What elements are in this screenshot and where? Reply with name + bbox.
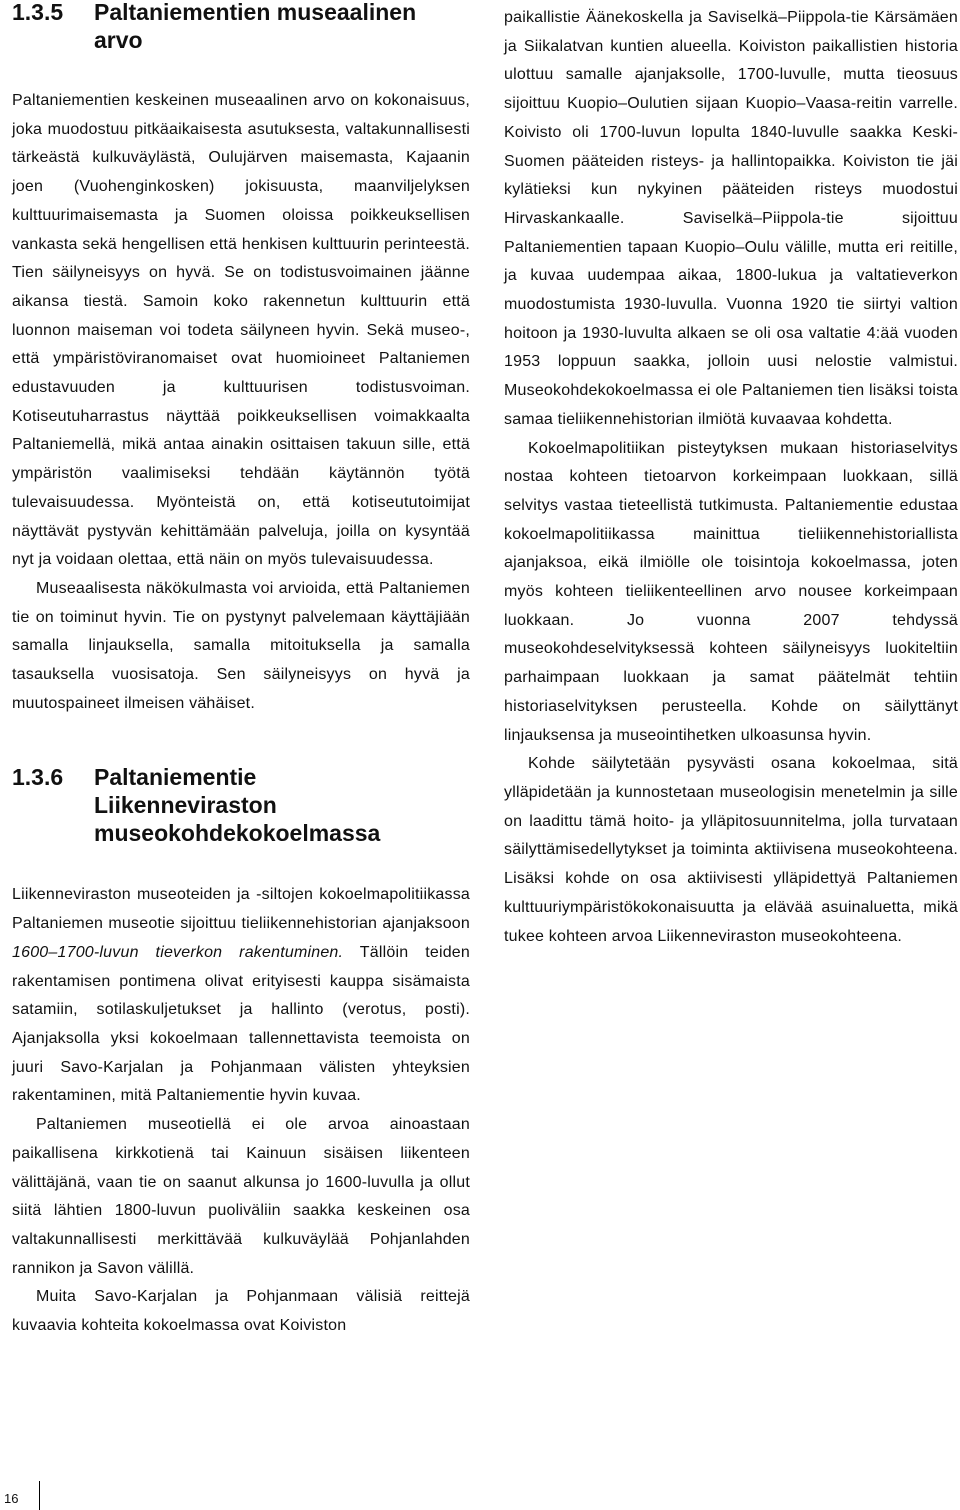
right-column (504, 4, 958, 951)
section-number: 1.3.6 (12, 764, 64, 791)
body-paragraph: Kohde säilytetään pysyvästi osana kokoelmaa, sitä ylläpidetään ja kunnostetaan museologisin menetelmin ja sille on laadittu tämä hoito- ja ylläpitosuunnitelma, jolla turvataan säilyttämisedellytykset ja toiminta aktiivisena museokohteena. Lisäksi kohde on osa aktiivisesti ylläpidettyä Paltaniemen kulttuuriympäristökokonaisuutta ja elävää asuinaluetta, mikä tukee kohteen arvoa Liikenneviraston museokohteena. (504, 755, 958, 945)
body-paragraph: Museaalisesta näkökulmasta voi arvioida, että Paltaniemen tie on toiminut hyvin. Tie on pystynyt palvelemaan käyttäjiään samalla linjauksella, samalla mitoituksella ja samalla tasauksella vuosisatoja. Sen säilyneisyys on hyvä ja muutospaineet ilmeisen vähäiset. (12, 579, 470, 712)
page-number: 16 (0, 1481, 40, 1510)
section-title: Paltaniementien museaalinen arvo (94, 0, 417, 53)
section-number: 1.3.5 (12, 0, 64, 25)
body-paragraph: Paltaniementien keskeinen museaalinen arvo on kokonaisuus, joka muodostuu pitkäaikaisesta asutuksesta, valtakunnallisesti tärkeästä kulkuväylästä, Oulujärven maisemasta, Kajaanin joen (Vuohenginkosken) jokisuusta, maanviljelyksen kulttuurimaisemasta ja Suomen oloissa poikkeuksellisen vankasta sekä hengellisen että henkisen kulttuurin perinteestä. Tien säilyneisyys on hyvä. Se on todistusvoimainen jäänne aikansa tiestä. Samoin koko rakennetun kulttuurin että luonnon maiseman voi todeta säilyneen hyvin. Sekä museo-, että ympäristöviranomaiset ovat huomioineet Paltaniemen edustavuuden ja kulttuurisen todistusvoiman. Kotiseutuharrastus näyttää poikkeuksellisen voimakkaalta Paltaniemellä, mikä antaa ainakin osittaisen takuun sille, että ympäristön vaalimiseksi tehdään käytännön työtä tulevaisuudessa. Myönteistä on, että kotiseututoimijat näyttävät pystyvän kehittämään palveluja, joilla on kysyntää nyt ja voidaan olettaa, että näin on myös tulevaisuudessa. (12, 92, 470, 569)
body-paragraph: Muita Savo-Karjalan ja Pohjanmaan välisiä reittejä kuvaavia kohteita kokoelmassa ovat Koiviston (12, 1288, 470, 1335)
paragraph-text: Liikenneviraston museoteiden ja -siltojen kokoelmapolitiikassa Paltaniemen museotie sijoittuu tieliikennehistorian ajanjaksoon (12, 886, 470, 933)
left-column (12, 0, 470, 1341)
body-paragraph (12, 881, 470, 1111)
body-paragraph: paikallistie Äänekoskella ja Saviselkä–Piippola-tie Kärsämäen ja Siikalatvan kuntien alueella. Koiviston paikallistien historia ulottuu samalle ajanjaksolle, 1700-luvulle, mutta tieosuus sijoittuu Kuopio–Oulutien sijaan Kuopio–Vaasa-reitin varrelle. Koivisto oli 1700-luvun lopulta 1840-luvulle saakka Keski-Suomen pääteiden risteys- ja hallintopaikka. Koiviston tie jäi kylätieksi kun nykyinen pääteiden risteys muodostui Hirvaskankaalle. Saviselkä–Piippola-tie sijoittuu Paltaniementien tapaan Kuopio–Oulu välille, mutta eri reitille, ja kuvaa uudempaa aikaa, 1800-lukua ja valtatieverkon muodostumista 1930-luvulla. Vuonna 1920 tie siirtyi valtion hoitoon ja 1930-luvulta alkaen se oli osa valtatie 4:ää vuoden 1953 loppuun saakka, jolloin uusi nelostie valmistui. Museokohdekokoelmassa ei ole Paltaniemen tien lisäksi toista samaa tieliikennehistorian ilmiötä kuvaavaa kohdetta. (504, 9, 959, 428)
section-heading-1-3-5 (12, 0, 470, 54)
section-heading-1-3-6 (12, 763, 470, 847)
body-paragraph: Paltaniemen museotiellä ei ole arvoa ainoastaan paikallisena kirkkotienä tai Kainuun sisäisen liikenteen välittäjänä, vaan tie on saanut alkunsa jo 1600-luvulla ja ollut siitä lähtien 1800-luvun puoliväliin saakka keskeinen osa valtakunnallisesti merkittävää kulkuväylää Pohjanlahden rannikon ja Savon välillä. (12, 1116, 470, 1277)
body-paragraph: Kokoelmapolitiikan pisteytyksen mukaan historiaselvitys nostaa kohteen tietoarvon korkeimpaan luokkaan, sillä selvitys vastaa tieteellistä tutkimusta. Paltaniementie edustaa kokoelmapolitiikassa mainittua tieliikennehistoriallista ajanjaksoa, eikä ilmiölle ole toisintoja kokoelmassa, joten myös kohteen tieliikenteellinen arvo nousee korkeimpaan luokkaan. Jo vuonna 2007 tehdyssä museokohdeselvityksessä kohteen säilyneisyys luokiteltiin parhaimpaan luokkaan ja samat päätelmät tehtiin historiaselvityksen perusteella. Kohde on säilyttänyt linjauksensa ja museointihetken ulkoasunsa hyvin. (504, 439, 958, 744)
section-title: Paltaniementie Liikenneviraston museokohdekokoelmassa (94, 764, 381, 847)
period-name-italic: 1600–1700-luvun tieverkon rakentuminen. (12, 943, 344, 961)
paragraph-text: Tällöin teiden rakentamisen pontimena olivat erityisesti kauppa sisämaista satamiin, sotilaskuljetukset ja hallinto (verotus, posti). Ajanjaksolla yksi kokoelmaan tallennettavista teemoista on juuri Savo-Karjalan ja Pohjanmaan välisten yhteyksien rakentaminen, mitä Paltaniementie hyvin kuvaa. (12, 943, 470, 1105)
